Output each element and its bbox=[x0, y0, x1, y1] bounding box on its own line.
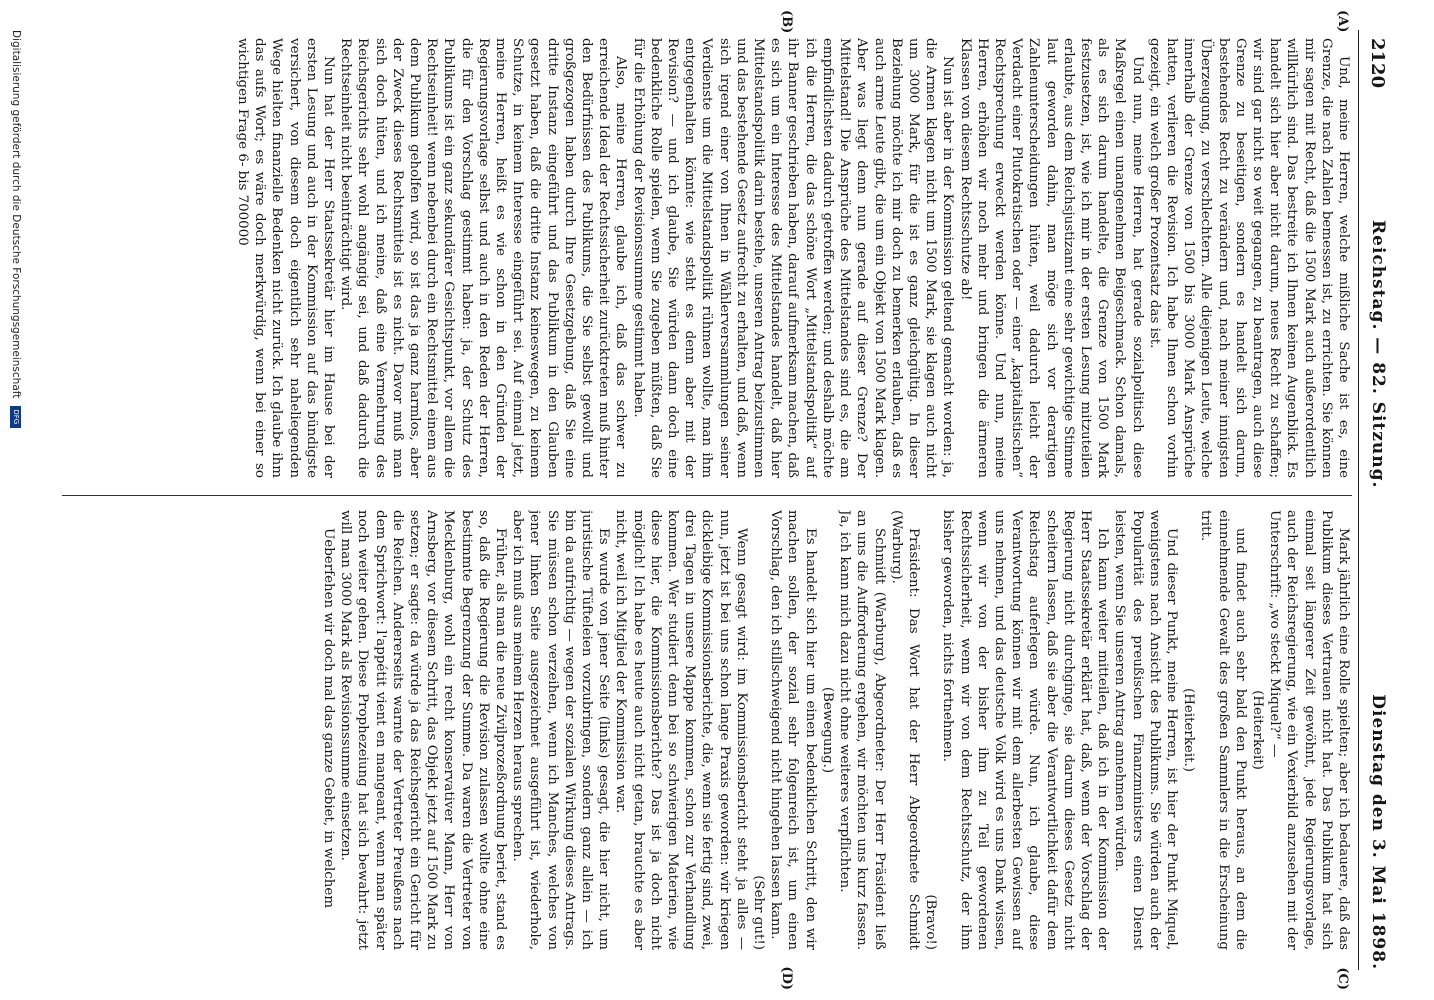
margin-mark-d: (D) bbox=[779, 966, 794, 990]
paragraph: Und dieser Punkt, meine Herren, ist hier der Punkt Miquel, wenigstens nach Ansicht des Publikums. Sie würden auch der Popularität des preußischen Finanzministers einen Dienst leisten, wenn Sie unseren Antrag annehmen würden. bbox=[1112, 510, 1179, 950]
digitization-credit bbox=[10, 30, 22, 428]
credit-text: Digitalisierung gefördert durch die Deutsche Forschungsgemeinschaft bbox=[10, 30, 22, 399]
paragraph: Nun ist aber in der Kommission geltend gemacht worden: ja, die Armen klagen nicht um 1500 Mark, sie klagen auch nicht um 3000 Mark, für die ist es ganz gleichgültig. In dieser Beziehung möchte ich mir doch zu bemerken erlauben, daß es auch arme Leute gibt, die um ein Objekt von 1500 Mark klagen. Aber was liegt denn nun gerade auf dieser Grenze? Der Mittelstand! Die Ansprüche des Mittelstandes sind es, die am empfindlichsten dadurch getroffen werden; und deshalb möchte ich die Herren, die das schöne Wort „Mittelstandspolitik“ auf ihr Banner geschrieben haben, darauf aufmerksam machen, daß es sich um ein Interesse des Mittelstandes handelt, daß hier Mittelstandspolitik darin bestehe, unseren Antrag beizustimmen und das bestehende Gesetz aufrecht zu erhalten, und daß, wenn sich irgend einer von Ihnen in Wählerversammlungen seiner Verdienste um die Mittelstandspolitik rühmen wollte, man ihm entgegenhalten könnte: wie steht es denn aber mit der Revision? — und ich glaube, Sie würden dann doch eine bedenkliche Rolle spielen, wenn Sie zugeben müßten, daß Sie für die Erhöhung der Revisionssumme gestimmt haben. bbox=[630, 38, 956, 478]
paragraph: Und nun, meine Herren, hat gerade sozialpolitisch diese Maßregel einen unangenehmen Beigeschmack. Schon damals, als es sich darum handelte, die Grenze von 1500 Mark festzusetzen, ist, wie ich mir in der ersten Lesung mitzuteilen erlaubte, aus dem Reichsjustizamt eine sehr gewichtige Stimme laut geworden dahin, man möge sich vor derartigen Zahlenunterscheidungen hüten, weil dadurch leicht der Verdacht einer Plutokratischen oder — einer „kapitalistischen“ Rechtsprechung erweckt werden könne. Und nun, meine Herren, erhöhen wir noch mehr und bringen die ärmeren Klassen von diesem Rechtsschutze ab! bbox=[957, 38, 1145, 478]
interjection: (Heiterkeit.) bbox=[1181, 688, 1197, 772]
paragraph: Es wurde von jener Seite (links) gesagt, die hier nicht, um juristische Tüfteleien vorzubringen, sondern ganz allein — ich bin da aufrichtig — wegen der sozialen Wirkung dieses Antrags. Sie müssen schon verzeihen, wenn ich Manches, welches von jener linken Seite ausgezeichnet ausgeführt ist, wiederhole, aber ich muß aus meinem Herzen heraus sprechen. bbox=[510, 510, 612, 950]
margin-mark-c: (C) bbox=[1335, 967, 1350, 990]
interjection: (Heiterkeit) bbox=[1249, 690, 1265, 770]
right-text-column bbox=[62, 510, 1352, 950]
dfg-logo: DFG bbox=[11, 406, 22, 428]
paragraph: Also, meine Herren, glaube ich, daß das schwer zu erreichende Ideal der Rechtssicherheit zurücktreten muß hinter den Bedürfnissen des Publikums, die Sie selbst gewollt und großgezogen haben durch Ihre Gesetzgebung, daß Sie eine dritte Instanz eingeführt und das Publikum in den Glauben gesetzt haben, daß die dritte Instanz keineswegen, zu keinem Schutze, in keinem Interesse eingeführt sei. Auf einmal jetzt, meine Herren, heißt es wie schon in den Gründen der Regierungsvorlage selbst und auch in den Reden der Herren, die für den Vorschlag gestimmt haben: ja, der Schutz des Publikums ist ein ganz sekundärer Gesichtspunkt, vor allem die Rechtseinheit! wenn nebenbei durch ein Rechtsmittel einem aus dem Publikum geholfen wird, so ist das ja ganz harmlos, aber der Zweck dieses Rechtsmittels ist es nicht. Davor muß man sich doch hüten, und ich meine, daß eine Vermehrung des Reichsgerichts sehr wohl angängig sei, und daß dadurch die Rechtseinheit nicht beeinträchtigt wird. bbox=[338, 38, 629, 478]
margin-mark-b: (B) bbox=[779, 10, 794, 34]
paragraph: Früher, als man die neue Zivilprozeßordnung beriet, stand es so, daß die Regierung die Revision zulassen wollte ohne eine bestimmte Begrenzung der Summe. Da waren die Vertreter von Mecklenburg, wohl ein recht konservativer Mann, Herr von Arnsberg, vor diesem Schritt, das Objekt jetzt auf 1500 Mark zu setzen; er sagte: da würde ja das Reichsgericht ein Gericht für die Reichen. Andererseits warnte der Vertreter Preußens nach dem Sprichwort: l'appétit vient en mangeant, wenn man später noch weiter gehen. Diese Prophezeiung hat sich bewahrt: jetzt will man 3000 Mark als Revisionssumme einsetzen. bbox=[338, 510, 509, 950]
column-divider bbox=[62, 495, 1352, 496]
paragraph: Ueberfehen wir doch mal das ganze Gebiet, in welchem bbox=[321, 528, 337, 909]
interjection: (Bewegung.) bbox=[819, 686, 835, 774]
page-header bbox=[1362, 20, 1394, 980]
paragraph: und findet auch sehr bald den Punkt heraus, an dem die einnehmende Gewalt des großen Sammlers in die Erscheinung tritt. bbox=[1198, 510, 1248, 950]
paragraph: Ich kann weiter mitteilen, daß ich in der Kommission der Herr Staatssekretär erklärt hat, daß, wenn der Vorschlag der Regierung nicht durchginge, sie darum dieses Gesetz nicht scheitern lassen, daß sie aber die Verantwortlichkeit dafür dem Reichstag auferlegen würde. Nun, ich glaube, diese Verantwortung können wir mit dem allerbesten Gewissen auf uns nehmen, und das deutsche Volk wird es uns Dank wissen, wenn wir von der bisher ihm zu Teil gewordenen Rechtssicherheit, wenn wir von dem Rechtsschutz, der ihm bisher geworden, nichts fortnehmen. bbox=[940, 510, 1111, 950]
speaker-paragraph: Präsident: Das Wort hat der Herr Abgeordnete Schmidt (Warburg). bbox=[888, 510, 921, 950]
page-title: Reichstag. — 82. Sitzung. bbox=[1368, 220, 1388, 489]
left-text-column bbox=[62, 38, 1352, 478]
session-date: Dienstag den 3. Mai 1898. bbox=[1368, 694, 1388, 970]
page-number: 2120 bbox=[1367, 38, 1388, 89]
paragraph: Es handelt sich hier um einen bedenklichen Schritt, den wir machen sollen, der sozial sehr folgenreich ist, um einen Vorschlag, den ich stillschweigend nicht hingehen lassen kann. bbox=[768, 510, 818, 950]
paragraph: Mark jährlich eine Rolle spielten; aber ich bedauere, daß das Publikum dieses Vertrauen nicht hat. Das Publikum hat sich einmal seit längerer Zeit gewöhnt, jede Regierungsvorlage, auch der Reichsregierung, wie ein Vexierbild anzusehen mit der Unterschrift: „wo steckt Miquel?“ — bbox=[1267, 510, 1351, 950]
paragraph: Nun hat der Herr Staatssekretär hier im Hause bei der ersten Lesung und auch in der Kommission auf das bündigste versichert, von diesem doch eigentlich sehr naheliegenden Wege hielten finanzielle Bedenken nicht zurück. Ich glaube ihm das aufs Wort; es wäre doch merkwürdig, wenn bei einer so wichtigen Frage 6- bis 700000 bbox=[235, 38, 337, 478]
interjection: (Bravo!) bbox=[923, 894, 939, 950]
interjection: (Sehr gut!) bbox=[751, 875, 767, 950]
speaker-paragraph: Schmidt (Warburg), Abgeordneter: Der Herr Präsident ließ an uns die Aufforderung ergehen, wir möchten uns kurz fassen. Ja, ich kann mich dazu nicht ohne weiteres verpflichten. bbox=[837, 510, 887, 950]
paragraph: Wenn gesagt wird: im Kommissionsbericht steht ja alles — nun, jetzt ist bei uns schon lange Praxis geworden: wir kriegen dickleibige Kommissionsberichte, die, wenn sie fertig sind, zwei, drei Tagen in unsere Mappe kommen, schon zur Verhandlung kommen. Wer studiert denn bei so schwierigen Materien, wie diese hier, die Kommissionsberichte? Das ist ja doch nicht möglich! Ich habe es heute auch nicht getan, brauchte es aber nicht, weil ich Mitglied der Kommission war. bbox=[613, 510, 749, 950]
paragraph: Und, meine Herren, welche mißliche Sache ist es, eine Grenze, die nach Zahlen bemessen ist, zu errichten. Sie können mir sagen mit Recht, daß die 1500 Mark auch außerordentlich willkürlich sind. Das bestreite ich Ihnen keinen Augenblick. Es handelt sich hier aber nicht darum, neues Recht zu schaffen; wir sind gar nicht so weit gegangen, zu beantragen, auch diese Grenze zu beseitigen, sondern es handelt sich darum, bestehendes Recht zu verändern und, nach meiner innigsten Überzeugung, zu verschlechtern. Alle diejenigen Leute, welche innerhalb der Grenze von 1500 bis 3000 Mark Ansprüche hatten, verlieren die Revision. Ich habe Ihnen schon vorhin gezeigt, ein welch großer Prozentsatz das ist. bbox=[1146, 38, 1351, 478]
header-rule bbox=[1358, 30, 1359, 970]
margin-mark-a: (A) bbox=[1335, 10, 1350, 33]
